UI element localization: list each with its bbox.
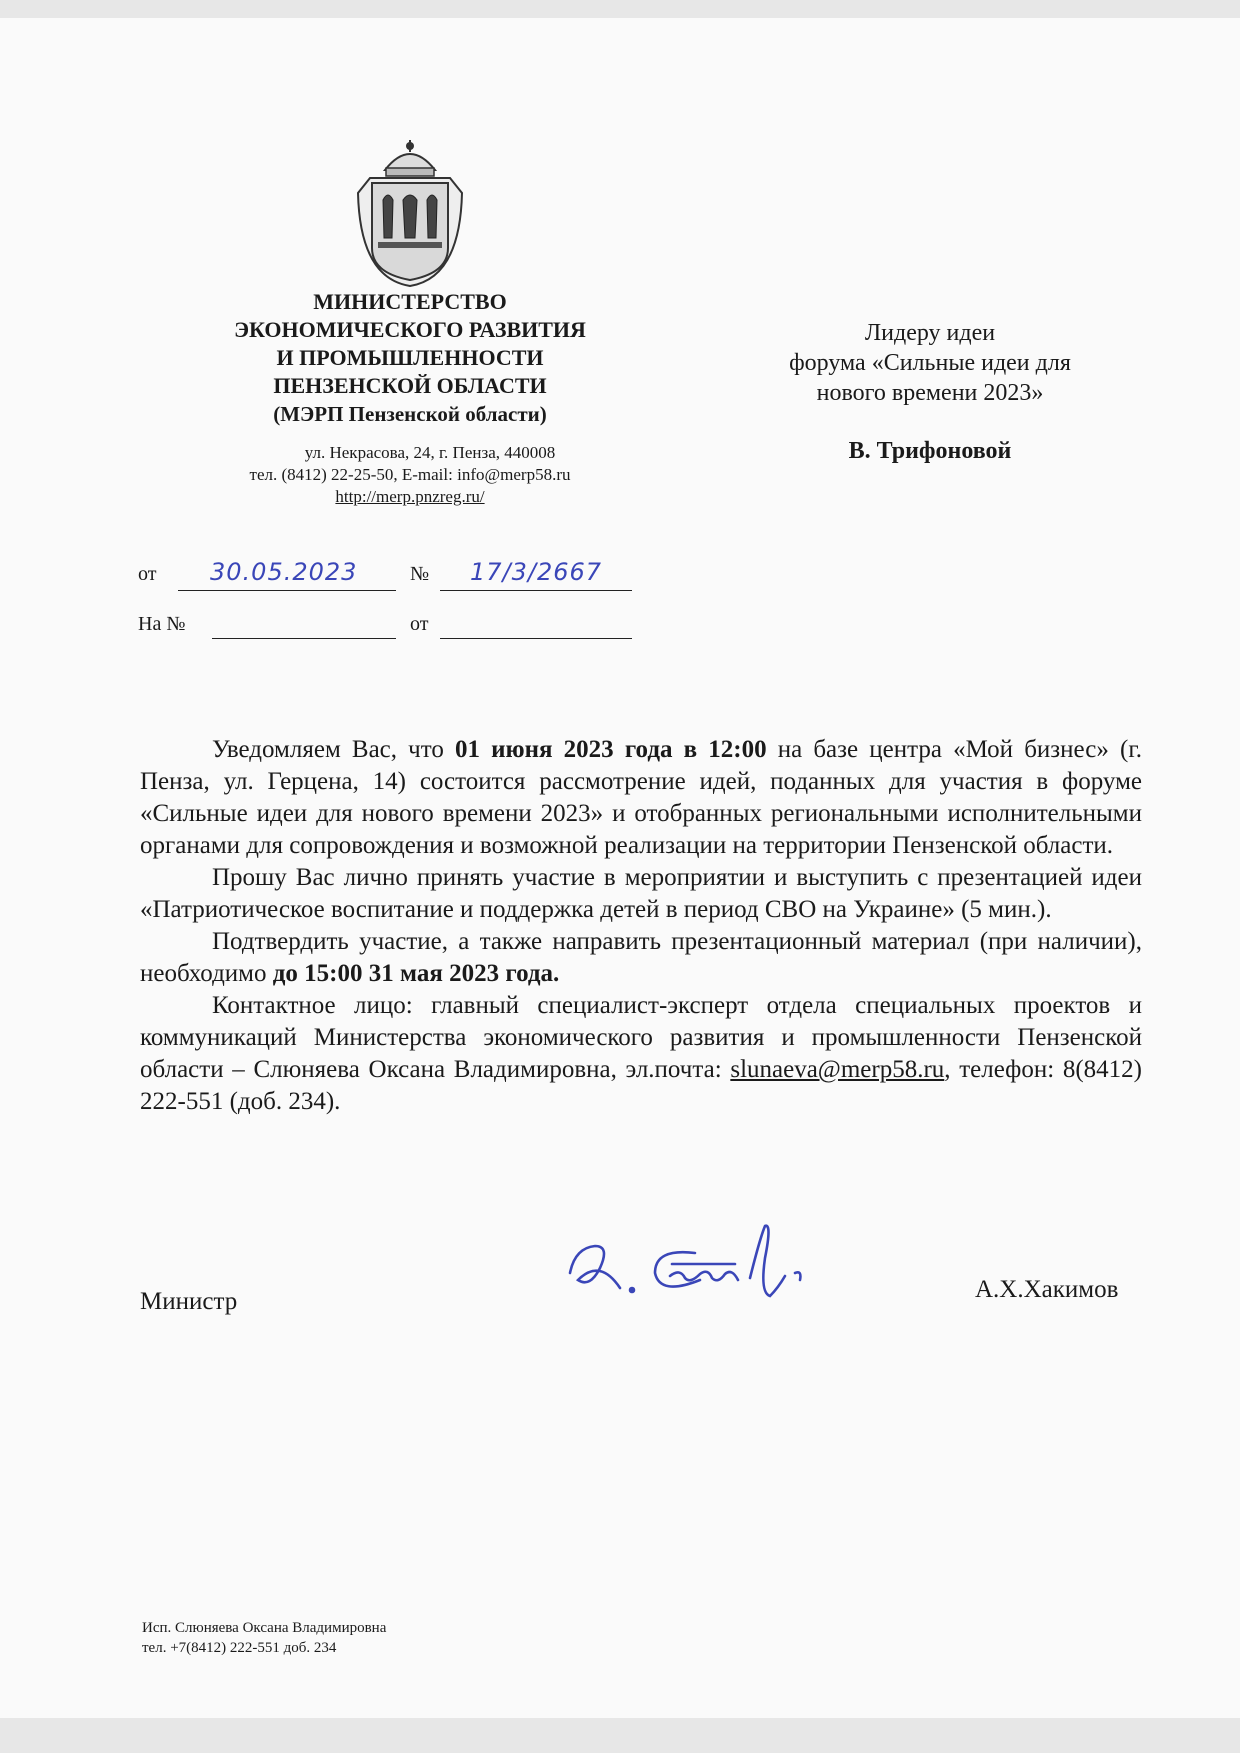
body-paragraph-4 xyxy=(140,990,1142,1118)
p1-bold-datetime: 01 июня 2023 года в 12:00 xyxy=(454,736,767,763)
addressee-block xyxy=(735,318,1125,466)
ministry-phone-email: тел. (8412) 22-25-50, E-mail: info@merp58.ru xyxy=(249,465,571,484)
ministry-address: ул. Некрасова, 24, г. Пенза, 440008 xyxy=(304,443,556,462)
reg-reply-number-line xyxy=(212,638,396,639)
coat-of-arms-penza-icon xyxy=(350,138,470,288)
p1-text-2: на базе центра «Мой бизнес» (г. Пенза, ул. Герцена, 14) состоится рассмотрение идей, поданных для участия в форуме «Сильные идеи для нового времени 2023» и отобранных региональными исполнительными органами для сопровождения и возможной реализации на территории Пензенской области. xyxy=(140,736,1143,859)
letter-page xyxy=(0,18,1240,1718)
ministry-line-5: (МЭРП Пензенской области) xyxy=(273,402,547,426)
p1-text-1: Уведомляем Вас, что xyxy=(212,736,455,763)
signatory-name: А.Х.Хакимов xyxy=(975,1276,1119,1303)
executor-phone: тел. +7(8412) 222-551 доб. 234 xyxy=(142,1640,337,1656)
ministry-contacts xyxy=(195,442,625,508)
p3-bold-deadline: до 15:00 31 мая 2023 года. xyxy=(272,960,560,987)
handwritten-signature xyxy=(560,1218,840,1328)
body-paragraph-2: Прошу Вас лично принять участие в мероприятии и выступить с презентацией идеи «Патриотическое воспитание и поддержка детей в период СВО на Украине» (5 мин.). xyxy=(140,864,1142,923)
reg-reply-date-line xyxy=(440,638,632,639)
body-paragraph-1 xyxy=(140,734,1142,862)
reg-date-handwritten: 30.05.2023 xyxy=(210,558,358,586)
ministry-line-1: МИНИСТЕРСТВО xyxy=(313,289,507,314)
reg-reply-from-label: от xyxy=(410,613,429,635)
reg-number-line xyxy=(440,590,632,591)
ministry-line-2: ЭКОНОМИЧЕСКОГО РАЗВИТИЯ xyxy=(234,317,586,342)
p3-text-1: Подтвердить участие, а также направить презентационный материал (при наличии), необходимо xyxy=(140,928,1142,987)
reg-number-label: № xyxy=(410,563,430,585)
addressee-line-2: форума «Сильные идеи для xyxy=(789,350,1071,376)
ministry-line-3: И ПРОМЫШЛЕННОСТИ xyxy=(276,345,544,370)
executor-footer xyxy=(142,1618,386,1658)
executor-name: Исп. Слюняева Оксана Владимировна xyxy=(142,1620,387,1636)
reg-from-label: от xyxy=(138,563,157,585)
p4-text-2: , телефон: 8(8412) 222-551 (доб. 234). xyxy=(140,1056,1142,1115)
addressee-line-3: нового времени 2023» xyxy=(816,380,1044,406)
contact-email-link[interactable]: slunaeva@merp58.ru xyxy=(730,1056,945,1083)
body-paragraph-3 xyxy=(140,926,1142,990)
letter-body xyxy=(140,734,1142,1118)
reg-date-line xyxy=(178,590,396,591)
ministry-line-4: ПЕНЗЕНСКОЙ ОБЛАСТИ xyxy=(273,373,547,398)
addressee-line-1: Лидеру идеи xyxy=(864,320,996,346)
ministry-title-block xyxy=(195,288,625,428)
reg-number-handwritten: 17/3/2667 xyxy=(470,558,603,586)
p4-text-1: Контактное лицо: главный специалист-эксперт отдела специальных проектов и коммуникаций Министерства экономического развития и промышленности Пензенской области – Слюняева Оксана Владимировна, эл.почта: xyxy=(140,992,1142,1083)
ministry-website-link[interactable]: http://merp.pnzreg.ru/ xyxy=(335,487,485,506)
reg-reply-label: На № xyxy=(138,613,186,635)
addressee-name: В. Трифоновой xyxy=(848,438,1012,464)
signatory-title: Министр xyxy=(140,1288,238,1315)
